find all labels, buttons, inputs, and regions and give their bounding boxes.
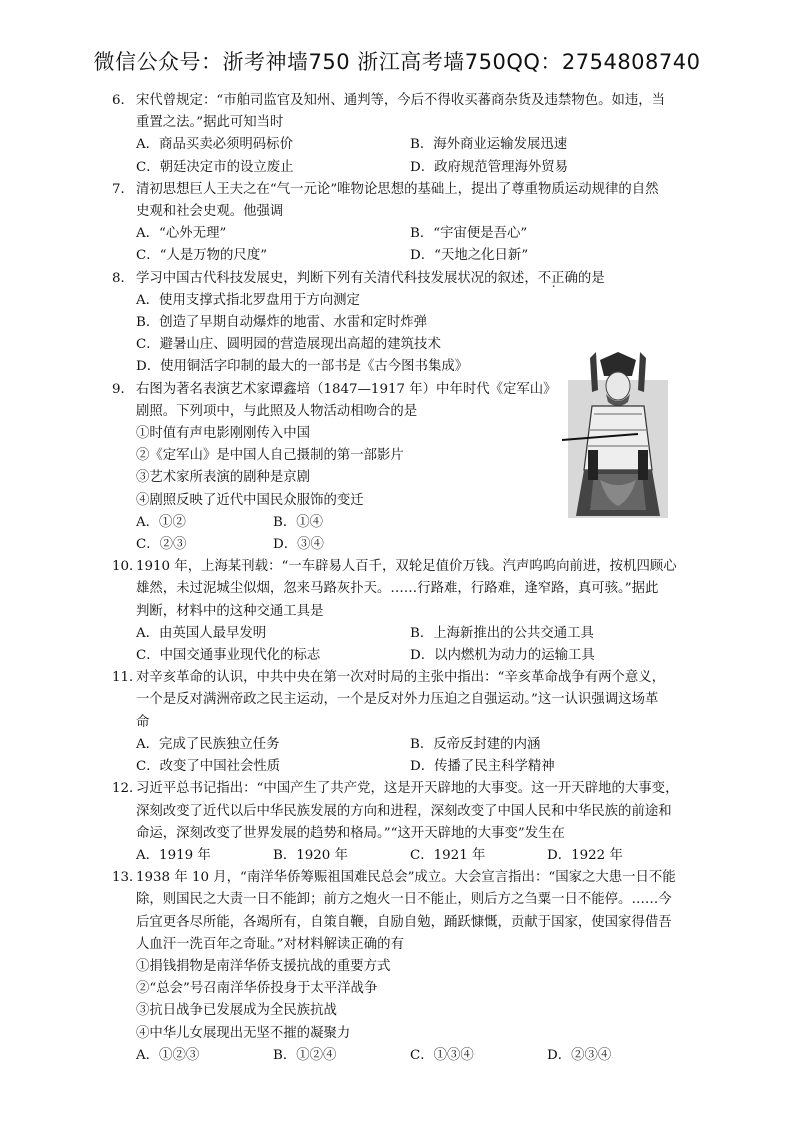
option-a[interactable]: A．商品买卖必须明码标价 — [136, 137, 293, 153]
question-12 — [112, 778, 692, 867]
question-9 — [112, 379, 692, 557]
question-10 — [112, 556, 692, 667]
option-c[interactable]: C．避暑山庄、圆明园的营造展现出高超的建筑技术 — [136, 337, 441, 353]
question-number: 9． — [112, 381, 134, 397]
question-stem: 判断，材料中的这种交通工具是 — [136, 603, 324, 619]
option-d[interactable]: D．使用铜活字印制的最大的一部书是《古今图书集成》 — [136, 359, 469, 375]
question-number: 12． — [112, 781, 143, 797]
question-13 — [112, 867, 692, 1067]
question-stem: 11． 对辛亥革命的认识，中共中央在第一次对时局的主张中指出：“辛亥革命战争有两个意义， — [112, 667, 692, 689]
question-stem: 10． 1910 年，上海某刊载：“一车辟易人百千，双轮足值价万钱。汽声呜呜向前进，按机四顾心 — [112, 556, 692, 578]
option-a[interactable]: A．完成了民族独立任务 — [136, 736, 280, 752]
question-stem: 12． 习近平总书记指出：“中国产生了共产党，这是开天辟地的大事变。这一开天辟地的大事变， — [112, 778, 692, 800]
question-stem: 重置之法。”据此可知当时 — [136, 115, 284, 131]
statement-item: ④剧照反映了近代中国民众服饰的变迁 — [136, 492, 364, 508]
question-stem: 命 — [136, 714, 150, 730]
option-d[interactable]: D．②③④ — [547, 1047, 612, 1063]
option-b[interactable]: B．1920 年 — [273, 847, 348, 863]
statement-item: ②《定军山》是中国人自己摄制的第一部影片 — [136, 448, 404, 464]
option-a[interactable]: A．“心外无理” — [136, 226, 227, 242]
option-a[interactable]: A．使用支撑式指北罗盘用于方向测定 — [136, 292, 360, 308]
question-stem: 深刻改变了近代以后中华民族发展的方向和进程，深刻改变了中国人民和中华民族的前途和 — [136, 803, 672, 819]
question-stem: 史观和社会史观。他强调 — [136, 204, 284, 220]
option-d[interactable]: D．以内燃机为动力的运输工具 — [410, 648, 595, 664]
option-d[interactable]: D．③④ — [273, 537, 324, 553]
option-b[interactable]: B．上海新推出的公共交通工具 — [410, 625, 594, 641]
option-d[interactable]: D．1922 年 — [547, 847, 623, 863]
statement-item: ④中华儿女展现出无坚不摧的凝聚力 — [136, 1025, 351, 1041]
question-stem: 9． 右图为著名表演艺术家谭鑫培（1847—1917 年）中年时代《定军山》 — [112, 379, 692, 401]
option-b[interactable]: B．创造了早期自动爆炸的地雷、水雷和定时炸弹 — [136, 315, 428, 331]
option-a[interactable]: A．①②③ — [136, 1047, 200, 1063]
question-number: 6． — [112, 93, 134, 108]
question-number: 11． — [112, 670, 143, 686]
question-stem: 13． 1938 年 10 月，“南洋华侨筹赈祖国难民总会”成立。大会宣言指出：“国家之大患一日不能 — [112, 867, 692, 889]
question-stem: 7． 清初思想巨人王夫之在“气一元论”唯物论思想的基础上，提出了尊重物质运动规律的自然 — [112, 179, 692, 201]
option-d[interactable]: D．政府规范管理海外贸易 — [410, 159, 569, 175]
emphasis-text: 不正确 — [537, 270, 578, 286]
option-c[interactable]: C．“人是万物的尺度” — [136, 248, 268, 264]
question-7 — [112, 179, 692, 268]
question-stem: 除，则国民之大责一日不能卸；前方之炮火一日不能止，则后方之刍粟一日不能停。……今 — [136, 892, 672, 908]
option-d[interactable]: D．“天地之化日新” — [410, 248, 529, 264]
question-stem: 8． 学习中国古代科技发展史，判断下列有关清代科技发展状况的叙述，不正确的是 — [112, 268, 692, 290]
option-c[interactable]: C．1921 年 — [410, 847, 486, 863]
option-c[interactable]: C．改变了中国社会性质 — [136, 759, 281, 775]
option-c[interactable]: C．朝廷决定市的设立废止 — [136, 159, 294, 175]
question-stem: 人血汗一洗百年之奇耻。”对材料解读正确的有 — [136, 936, 404, 952]
question-stem: 雄然，未过泥城尘似烟，忽来马路灰扑天。……行路难，行路难，逢窄路，真可骇。”据此 — [136, 581, 659, 597]
question-number: 8． — [112, 270, 134, 286]
question-11 — [112, 667, 692, 778]
question-6 — [112, 90, 692, 179]
option-b[interactable]: B．“宇宙便是吾心” — [410, 226, 528, 242]
question-number: 10． — [112, 559, 143, 575]
option-b[interactable]: B．①④ — [273, 514, 324, 530]
option-a[interactable]: A．由英国人最早发明 — [136, 625, 267, 641]
statement-item: ③抗日战争已发展成为全民族抗战 — [136, 1003, 337, 1019]
option-b[interactable]: B．反帝反封建的内涵 — [410, 736, 541, 752]
option-a[interactable]: A．①② — [136, 514, 186, 530]
option-c[interactable]: C．②③ — [136, 537, 187, 553]
question-stem: 命运，深刻改变了世界发展的趋势和格局。”“这开天辟地的大事变”发生在 — [136, 825, 565, 841]
option-c[interactable]: C．①③④ — [410, 1047, 474, 1063]
question-8 — [112, 268, 692, 379]
option-b[interactable]: B．海外商业运输发展迅速 — [410, 137, 568, 153]
question-list — [112, 90, 692, 1067]
statement-item: ③艺术家所表演的剧种是京剧 — [136, 470, 311, 486]
question-stem: 后宜更各尽所能，各竭所有，自策自鞭，自励自勉，踊跃慷慨，贡献于国家，使国家得借吾 — [136, 914, 672, 930]
option-b[interactable]: B．①②④ — [273, 1047, 337, 1063]
statement-item: ①捐钱捐物是南洋华侨支援抗战的重要方式 — [136, 958, 391, 974]
statement-item: ①时值有声电影刚刚传入中国 — [136, 426, 311, 442]
question-stem: 一个是反对满洲帝政之民主运动，一个是反对外力压迫之自强运动。”这一认识强调这场革 — [136, 692, 659, 708]
question-stem: 剧照。下列项中，与此照及人物活动相吻合的是 — [136, 403, 418, 419]
question-number: 13． — [112, 870, 143, 886]
option-a[interactable]: A．1919 年 — [136, 847, 211, 863]
question-number: 7． — [112, 181, 134, 197]
option-c[interactable]: C．中国交通事业现代化的标志 — [136, 648, 321, 664]
question-stem: 6． 宋代曾规定：“市舶司监官及知州、通判等，今后不得收买蕃商杂货及违禁物色。如违，当 — [112, 90, 692, 112]
page-header: 微信公众号：浙考神墙750 浙江高考墙750QQ：2754808740 — [93, 50, 701, 74]
statement-item: ②“总会”号召南洋华侨投身于太平洋战争 — [136, 981, 378, 997]
option-d[interactable]: D．传播了民主科学精神 — [410, 759, 555, 775]
